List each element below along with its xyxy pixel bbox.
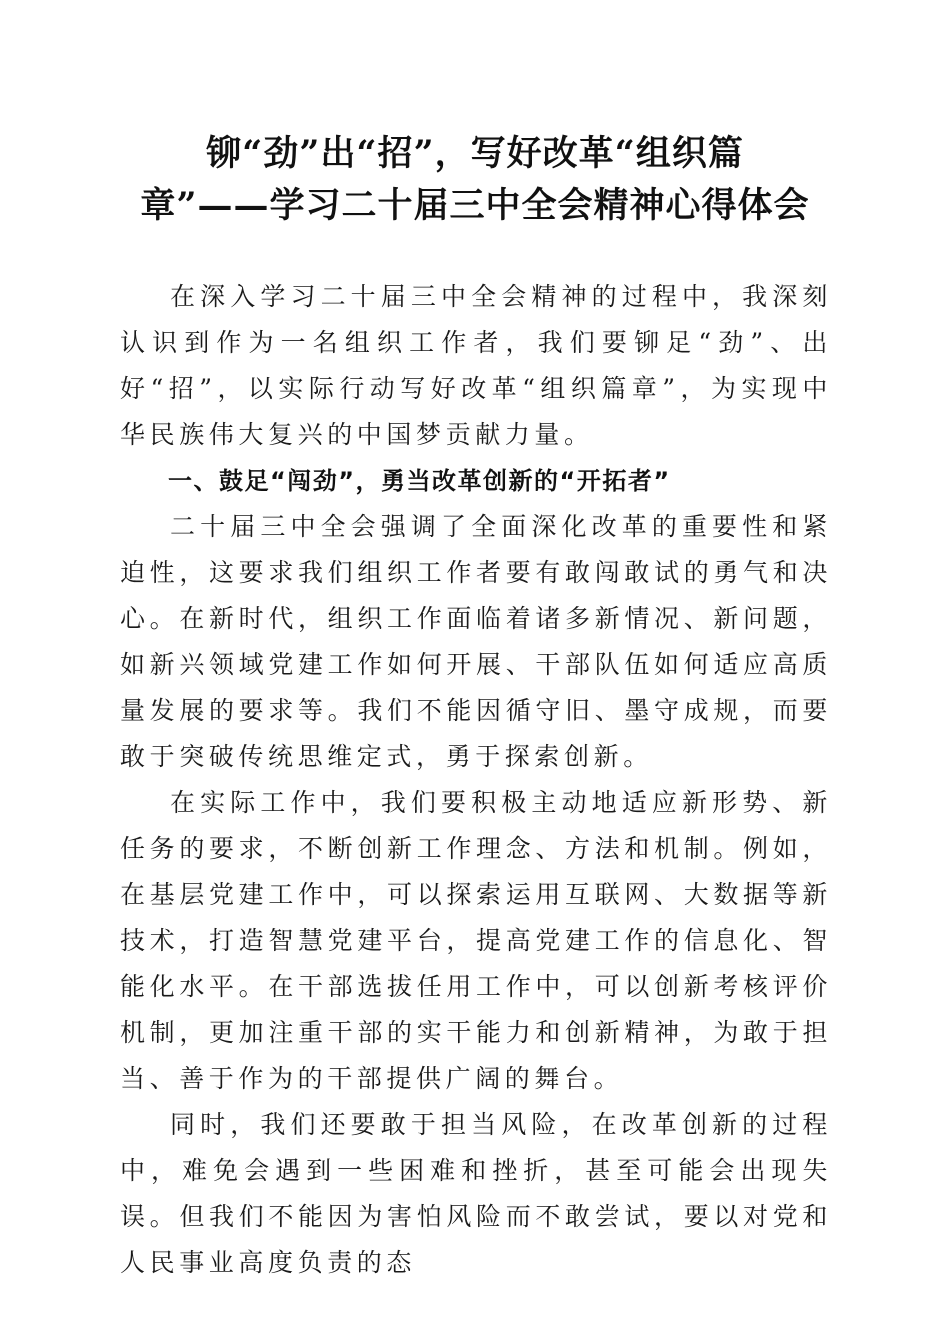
title-line-1: 铆“劲”出“招”，写好改革“组织篇	[206, 133, 744, 174]
document-body	[120, 274, 832, 1286]
title-line-2: 章”——学习二十届三中全会精神心得体会	[140, 185, 810, 226]
intro-paragraph: 在深入学习二十届三中全会精神的过程中，我深刻认识到作为一名组织工作者，我们要铆足“劲”、出好“招”，以实际行动写好改革“组织篇章”，为实现中华民族伟大复兴的中国梦贡献力量。	[120, 282, 832, 449]
document-title	[90, 128, 860, 232]
section-heading-1: 一、鼓足“闯劲”，勇当改革创新的“开拓者”	[168, 467, 671, 495]
section1-paragraph-1: 二十届三中全会强调了全面深化改革的重要性和紧迫性，这要求我们组织工作者要有敢闯敢试的勇气和决心。在新时代，组织工作面临着诸多新情况、新问题，如新兴领域党建工作如何开展、干部队伍如何适应高质量发展的要求等。我们不能因循守旧、墨守成规，而要敢于突破传统思维定式，勇于探索创新。	[120, 512, 832, 771]
section1-paragraph-2: 在实际工作中，我们要积极主动地适应新形势、新任务的要求，不断创新工作理念、方法和机制。例如，在基层党建工作中，可以探索运用互联网、大数据等新技术，打造智慧党建平台，提高党建工作的信息化、智能化水平。在干部选拔任用工作中，可以创新考核评价机制，更加注重干部的实干能力和创新精神，为敢于担当、善于作为的干部提供广阔的舞台。	[120, 788, 832, 1093]
section1-paragraph-3: 同时，我们还要敢于担当风险，在改革创新的过程中，难免会遇到一些困难和挫折，甚至可能会出现失误。但我们不能因为害怕风险而不敢尝试，要以对党和人民事业高度负责的态	[120, 1110, 832, 1277]
